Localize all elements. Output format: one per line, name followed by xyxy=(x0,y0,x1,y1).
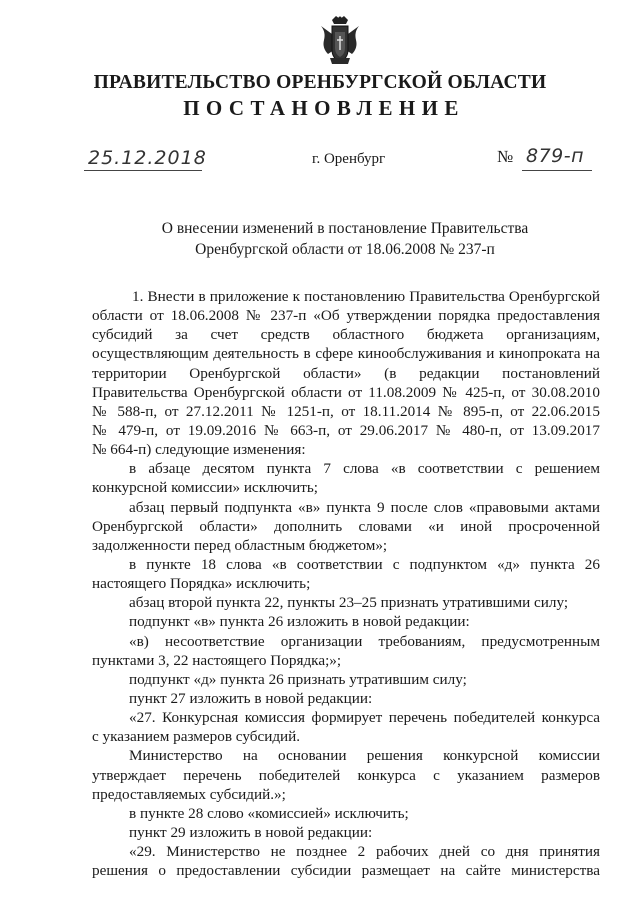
document-number: 879-п xyxy=(526,145,585,167)
body-line: Министерство на основании решения конкурсной комиссии xyxy=(129,747,600,765)
body-line: пункт 29 изложить в новой редакции: xyxy=(129,823,373,841)
body-line: 1. Внести в приложение к постановлению Правительства Оренбургской xyxy=(132,288,600,305)
body-line: решения о предоставлении субсидии размещает на сайте министерства xyxy=(92,862,600,880)
body-line: в абзаце десятом пункта 7 слова «в соответствии с решением xyxy=(129,460,600,478)
number-underline xyxy=(522,170,592,171)
body-line: «27. Конкурсная комиссия формирует перечень победителей конкурса xyxy=(129,709,600,727)
subject-line: Оренбургской области от 18.06.2008 № 237-п xyxy=(195,241,495,258)
body-line: подпункт «в» пункта 26 изложить в новой редакции: xyxy=(129,613,470,631)
body-line: абзац первый подпункта «в» пункта 9 после слов «правовыми актами xyxy=(129,498,600,516)
body-line: пунктами 3, 22 настоящего Порядка;»; xyxy=(92,651,342,669)
body-line: в пункте 18 слова «в соответствии с подпунктом «д» пункта 26 xyxy=(129,555,600,573)
document-body xyxy=(92,287,600,880)
body-line: № 479-п, от 19.09.2016 № 663-п, от 29.06.2017 № 480-п, от 13.09.2017 xyxy=(92,421,600,439)
body-line: № 664-п) следующие изменения: xyxy=(92,441,306,459)
subject-line: О внесении изменений в постановление Правительства xyxy=(161,220,529,237)
document-city: г. Оренбург xyxy=(312,151,386,167)
body-line: Оренбургской области» дополнить словами «и иной просроченной xyxy=(92,517,600,535)
body-line: настоящего Порядка» исключить; xyxy=(92,575,311,593)
body-line: «29. Министерство не позднее 2 рабочих дней со дня принятия xyxy=(129,843,600,861)
document-type-heading: ПОСТАНОВЛЕНИЕ xyxy=(183,96,465,120)
body-line: области от 18.06.2008 № 237-п «Об утверждении порядка предоставления xyxy=(92,307,600,325)
body-line: конкурсной комиссии» исключить; xyxy=(92,479,318,497)
body-line: Правительства Оренбургской области от 11.08.2009 № 425-п, от 30.08.2010 xyxy=(92,383,600,401)
body-line: подпункт «д» пункта 26 признать утратившим силу; xyxy=(129,670,467,688)
document-subject xyxy=(100,218,590,260)
date-underline xyxy=(84,170,202,171)
body-line: с указанием размеров субсидий. xyxy=(92,728,301,746)
body-line: утверждает перечень победителей конкурса с указанием размеров xyxy=(92,766,600,784)
organization-title: ПРАВИТЕЛЬСТВО ОРЕНБУРГСКОЙ ОБЛАСТИ xyxy=(93,72,547,93)
body-line: № 588-п, от 27.12.2011 № 1251-п, от 18.11.2014 № 895-п, от 22.06.2015 xyxy=(92,402,600,420)
body-line: пункт 27 изложить в новой редакции: xyxy=(129,689,373,707)
body-line: «в) несоответствие организации требованиям, предусмотренным xyxy=(129,632,600,650)
body-line: абзац второй пункта 22, пункты 23–25 признать утратившими силу; xyxy=(129,594,569,612)
body-line: задолженности перед областным бюджетом»; xyxy=(92,536,388,554)
body-line: предоставляемых субсидий.»; xyxy=(92,785,286,803)
body-line: осуществляющим деятельность в сфере кинообслуживания и кинопроката на xyxy=(92,345,600,363)
orenburg-coat-of-arms-icon xyxy=(318,14,362,66)
body-line: территории Оренбургской области» (в редакции постановлений xyxy=(92,364,600,382)
body-line: субсидий за счет средств областного бюджета организациям, xyxy=(92,326,600,344)
document-number-label: № xyxy=(497,147,514,166)
document-date: 25.12.2018 xyxy=(88,147,207,169)
body-line: в пункте 28 слово «комиссией» исключить; xyxy=(129,804,409,822)
